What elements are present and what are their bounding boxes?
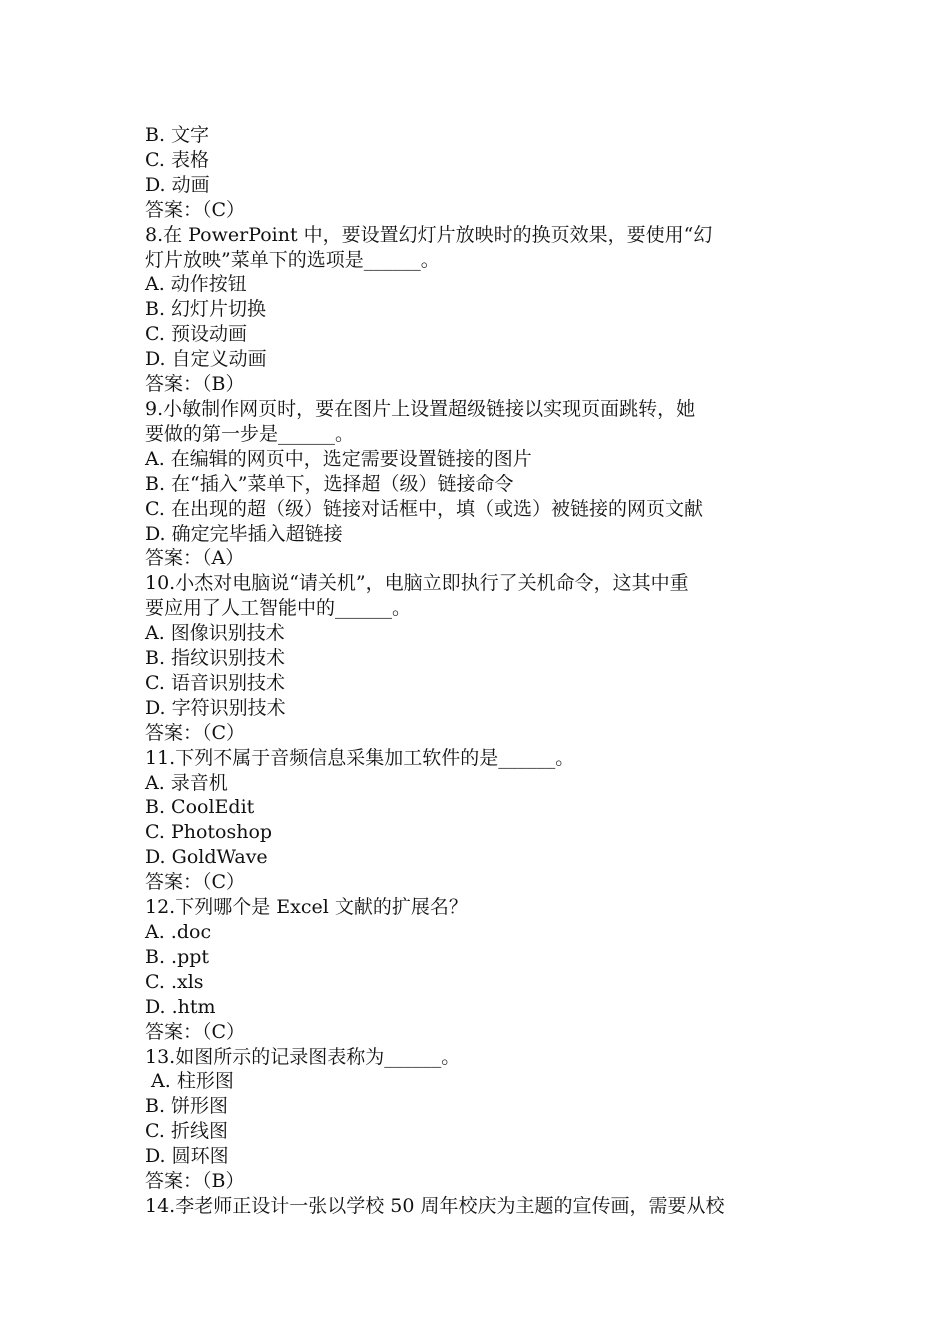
option-c-line: C. 语音识别技术 [145,671,285,694]
answer-line: 答案：（C） [145,871,246,894]
answer-line: 答案：（C） [145,1020,246,1043]
question-8-line-1: 8.在 PowerPoint 中，要设置幻灯片放映时的换页效果，要使用“幻 [145,223,713,246]
option-a-line: A. 录音机 [145,771,228,794]
option-d-line: D. 动画 [145,173,210,196]
answer-line: 答案：（B） [145,1170,245,1193]
option-d-line: D. .htm [145,995,216,1018]
question-10-line-2: 要应用了人工智能中的______。 [145,597,412,620]
option-a-line: A. 图像识别技术 [145,622,285,645]
question-13-line: 13.如图所示的记录图表称为______。 [145,1045,461,1068]
option-d-line: D. 字符识别技术 [145,696,286,719]
question-12-line: 12.下列哪个是 Excel 文献的扩展名？ [145,896,468,919]
answer-line: 答案：（B） [145,373,245,396]
option-d-line: D. GoldWave [145,846,268,869]
option-c-line: C. 表格 [145,148,209,171]
option-b-line: B. 幻灯片切换 [145,298,267,321]
option-a-line: A. 动作按钮 [145,273,247,296]
option-b-line: B. CoolEdit [145,796,255,819]
option-c-line: C. 在出现的超（级）链接对话框中，填（或选）被链接的网页文献 [145,497,703,520]
option-c-line: C. 折线图 [145,1120,228,1143]
answer-line: 答案：（C） [145,721,246,744]
option-d-line: D. 自定义动画 [145,348,267,371]
option-b-line: B. 文字 [145,124,210,146]
question-14-line-1: 14.李老师正设计一张以学校 50 周年校庆为主题的宣传画，需要从校 [145,1194,725,1217]
document-body [145,123,810,1219]
option-a-line: A. 在编辑的网页中，选定需要设置链接的图片 [145,447,532,470]
question-9-line-1: 9.小敏制作网页时，要在图片上设置超级链接以实现页面跳转，她 [145,397,696,420]
question-9-line-2: 要做的第一步是______。 [145,422,355,445]
option-b-line: B. .ppt [145,945,210,968]
answer-line: 答案：（A） [145,547,245,570]
option-c-line: C. 预设动画 [145,323,247,346]
option-b-line: B. 在“插入”菜单下，选择超（级）链接命令 [145,472,514,495]
option-d-line: D. 确定完毕插入超链接 [145,522,343,545]
option-c-line: C. Photoshop [145,821,273,844]
option-c-line: C. .xls [145,970,204,993]
question-8-line-2: 灯片放映”菜单下的选项是______。 [145,248,440,271]
option-d-line: D. 圆环图 [145,1145,229,1168]
question-10-line-1: 10.小杰对电脑说“请关机”，电脑立即执行了关机命令，这其中重 [145,572,689,595]
option-b-line: B. 饼形图 [145,1095,229,1118]
option-b-line: B. 指纹识别技术 [145,647,286,670]
question-11-line: 11.下列不属于音频信息采集加工软件的是______。 [145,746,575,769]
answer-line: 答案：（C） [145,198,246,221]
option-a-line: A. 柱形图 [145,1070,234,1093]
option-a-line: A. .doc [145,921,212,943]
